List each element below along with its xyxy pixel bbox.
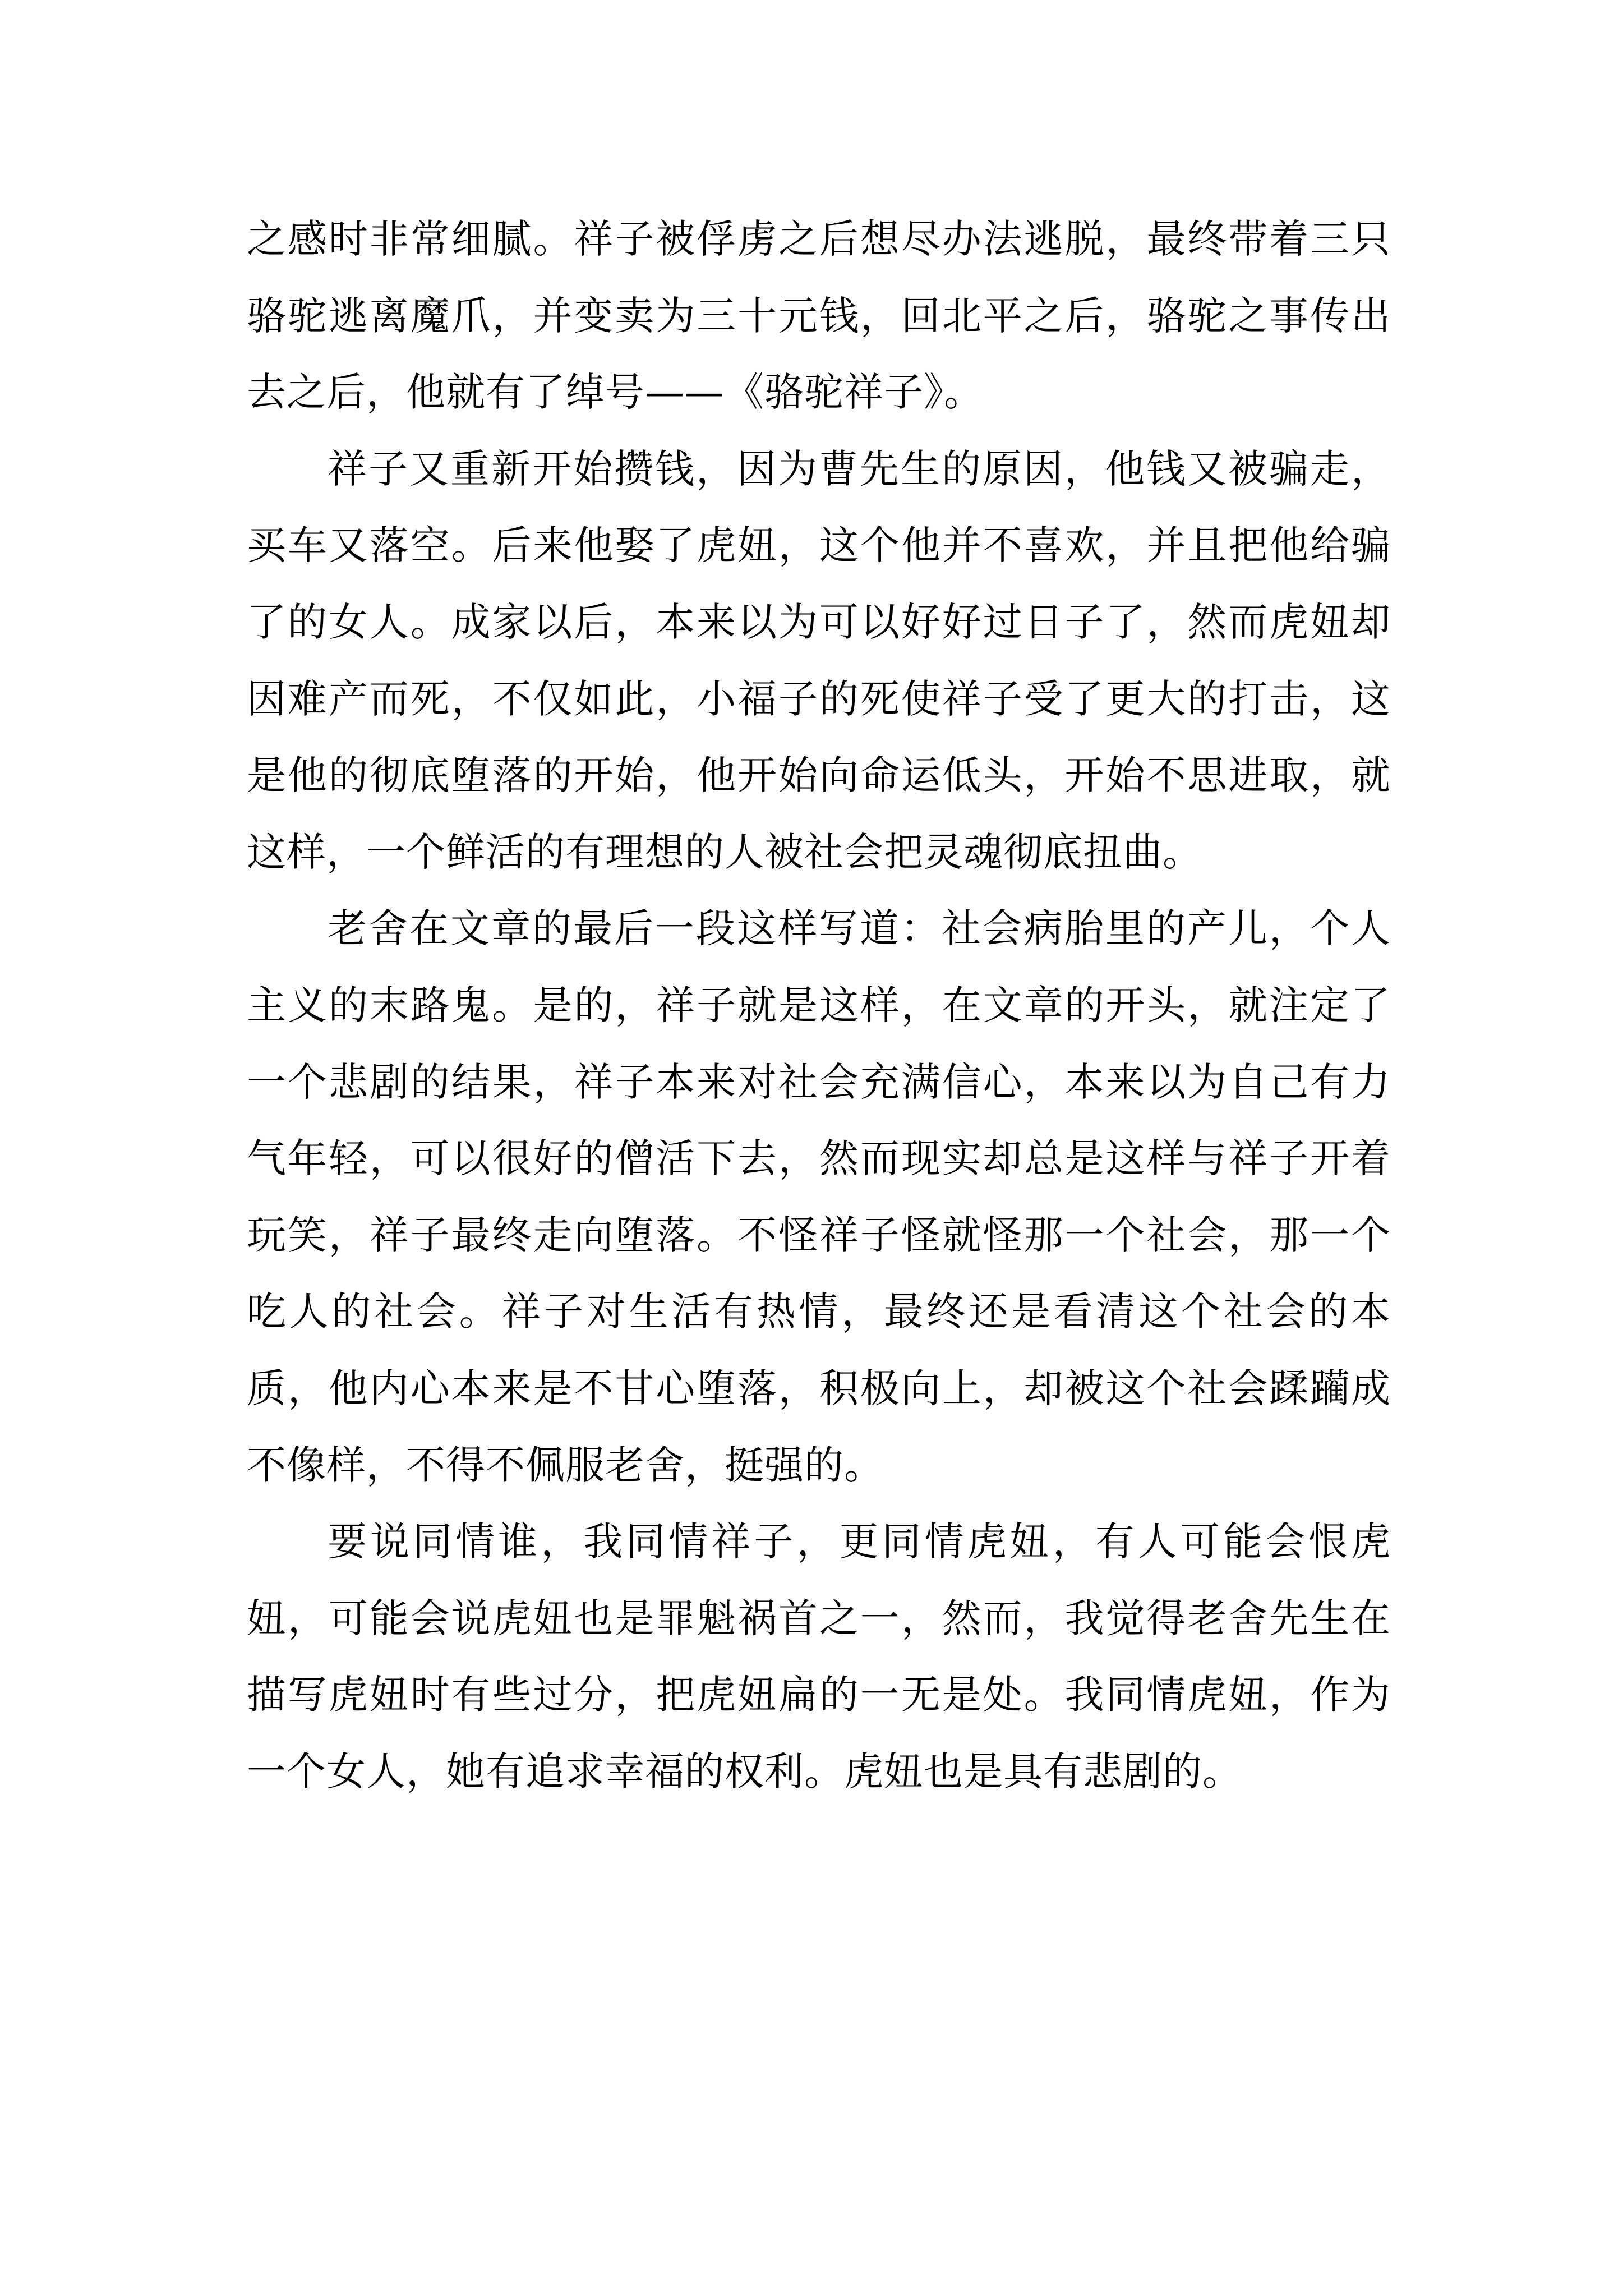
paragraph-4: 要说同情谁，我同情祥子，更同情虎妞，有人可能会恨虎妞，可能会说虎妞也是罪魁祸首之一，然而，我觉得老舍先生在描写虎妞时有些过分，把虎妞扁的一无是处。我同情虎妞，作为一个女人，她有追求幸福的权利。虎妞也是具有悲剧的。 xyxy=(247,1519,1391,1795)
paragraph-3: 老舍在文章的最后一段这样写道：社会病胎里的产儿，个人主义的末路鬼。是的，祥子就是这样，在文章的开头，就注定了一个悲剧的结果，祥子本来对社会充满信心，本来以为自己有力气年轻，可以很好的僧活下去，然而现实却总是这样与祥子开着玩笑，祥子最终走向堕落。不怪祥子怪就怪那一个社会，那一个吃人的社会。祥子对生活有热情，最终还是看清这个社会的本质，他内心本来是不甘心堕落，积极向上，却被这个社会蹂躏成不像样，不得不佩服老舍，挺强的。 xyxy=(247,905,1391,1488)
paragraph-1: 之感时非常细腻。祥子被俘虏之后想尽办法逃脱，最终带着三只骆驼逃离魔爪，并变卖为三十元钱，回北平之后，骆驼之事传出去之后，他就有了绰号——《骆驼祥子》。 xyxy=(247,216,1391,416)
body-text xyxy=(247,201,1391,1810)
paragraph-2: 祥子又重新开始攒钱，因为曹先生的原因，他钱又被骗走，买车又落空。后来他娶了虎妞，这个他并不喜欢，并且把他给骗了的女人。成家以后，本来以为可以好好过日子了，然而虎妞却因难产而死，不仅如此，小福子的死使祥子受了更大的打击，这是他的彻底堕落的开始，他开始向命运低头，开始不思进取，就这样，一个鲜活的有理想的人被社会把灵魂彻底扭曲。 xyxy=(247,445,1391,875)
